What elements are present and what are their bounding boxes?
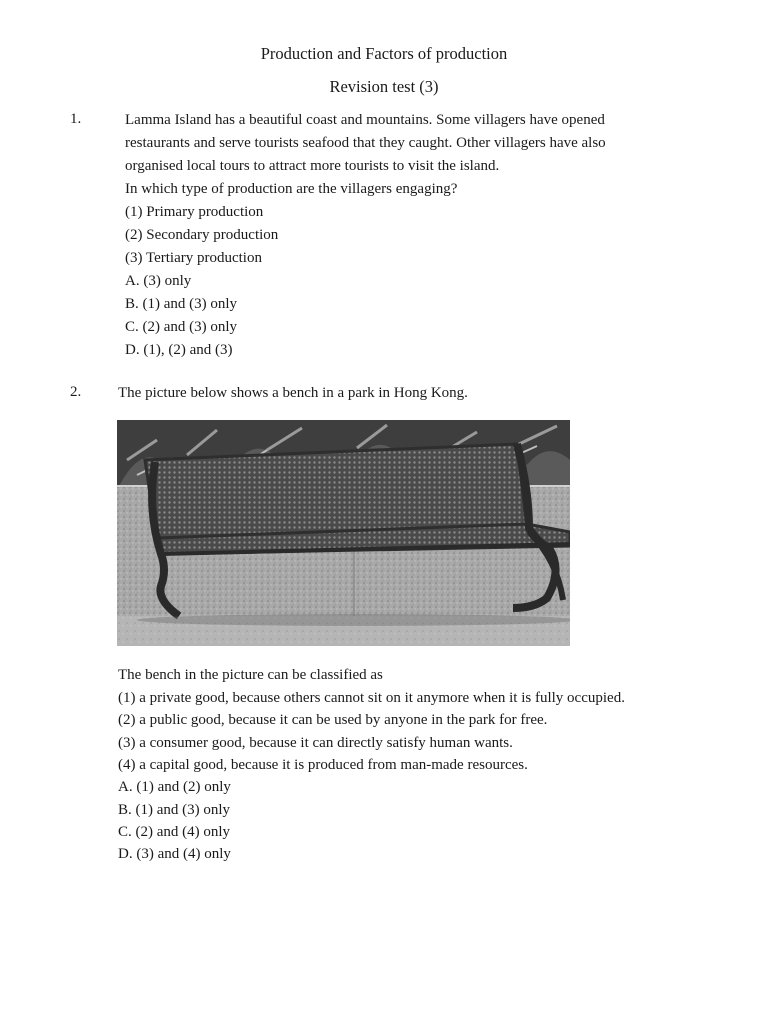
question-2-statement: (4) a capital good, because it is produced from man-made resources.: [118, 757, 528, 773]
question-2-statement: (1) a private good, because others cannot sit on it anymore when it is fully occupied.: [118, 690, 625, 706]
question-1-statement: (1) Primary production: [125, 204, 264, 220]
question-2-statement: (3) a consumer good, because it can directly satisfy human wants.: [118, 735, 513, 751]
question-2-intro: The picture below shows a bench in a park in Hong Kong.: [118, 385, 468, 401]
question-1-option-a: A. (3) only: [125, 273, 192, 289]
question-1-option-d: D. (1), (2) and (3): [125, 342, 233, 358]
question-1-number: 1.: [70, 111, 82, 127]
question-2-option-b: B. (1) and (3) only: [118, 802, 231, 818]
park-bench-photo: [117, 420, 570, 646]
question-2-statement: (2) a public good, because it can be used by anyone in the park for free.: [118, 712, 548, 728]
question-2-option-a: A. (1) and (2) only: [118, 779, 231, 795]
question-1-stem-line: organised local tours to attract more tourists to visit the island.: [125, 158, 500, 174]
page-title: Production and Factors of production: [260, 44, 508, 63]
question-1-question-line: In which type of production are the villagers engaging?: [125, 181, 458, 197]
question-1-stem-line: restaurants and serve tourists seafood that they caught. Other villagers have also: [125, 135, 606, 151]
question-2-number: 2.: [70, 384, 82, 400]
question-1-statement: (2) Secondary production: [125, 227, 279, 243]
question-2-lead: The bench in the picture can be classified as: [118, 667, 383, 683]
question-1-option-b: B. (1) and (3) only: [125, 296, 238, 312]
question-2-option-d: D. (3) and (4) only: [118, 846, 231, 862]
question-1-stem-line: Lamma Island has a beautiful coast and mountains. Some villagers have opened: [125, 112, 605, 128]
page-subtitle: Revision test (3): [329, 77, 439, 96]
question-2-option-c: C. (2) and (4) only: [118, 824, 231, 840]
question-1-statement: (3) Tertiary production: [125, 250, 262, 266]
question-1-option-c: C. (2) and (3) only: [125, 319, 238, 335]
